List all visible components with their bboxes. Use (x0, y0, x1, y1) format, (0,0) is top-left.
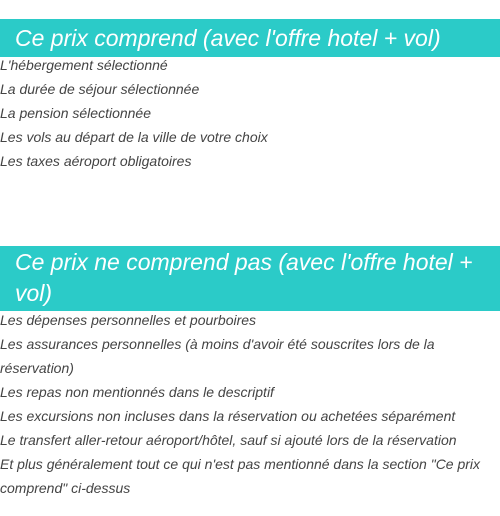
list-item: Les repas non mentionnés dans le descriptif (0, 384, 274, 400)
list-item: Les vols au départ de la ville de votre choix (0, 129, 268, 145)
excluded-list (0, 308, 490, 500)
included-list (0, 53, 490, 173)
list-item: Et plus généralement tout ce qui n'est pas mentionné dans la section "Ce prix comprend" ci-dessus (0, 456, 481, 496)
list-item: La durée de séjour sélectionnée (0, 81, 200, 97)
list-item: Les taxes aéroport obligatoires (0, 153, 192, 169)
list-item: Les excursions non incluses dans la réservation ou achetées séparément (0, 408, 456, 424)
list-item: La pension sélectionnée (0, 105, 152, 121)
list-item: Le transfert aller-retour aéroport/hôtel, sauf si ajouté lors de la réservation (0, 432, 457, 448)
list-item: Les dépenses personnelles et pourboires (0, 312, 257, 328)
excluded-section-title: Ce prix ne comprend pas (avec l'offre hotel + vol) (0, 246, 500, 311)
list-item: Les assurances personnelles (à moins d'avoir été souscrites lors de la réservation) (0, 336, 435, 376)
list-item: L'hébergement sélectionné (0, 57, 168, 73)
included-section-title: Ce prix comprend (avec l'offre hotel + vol) (0, 19, 500, 57)
